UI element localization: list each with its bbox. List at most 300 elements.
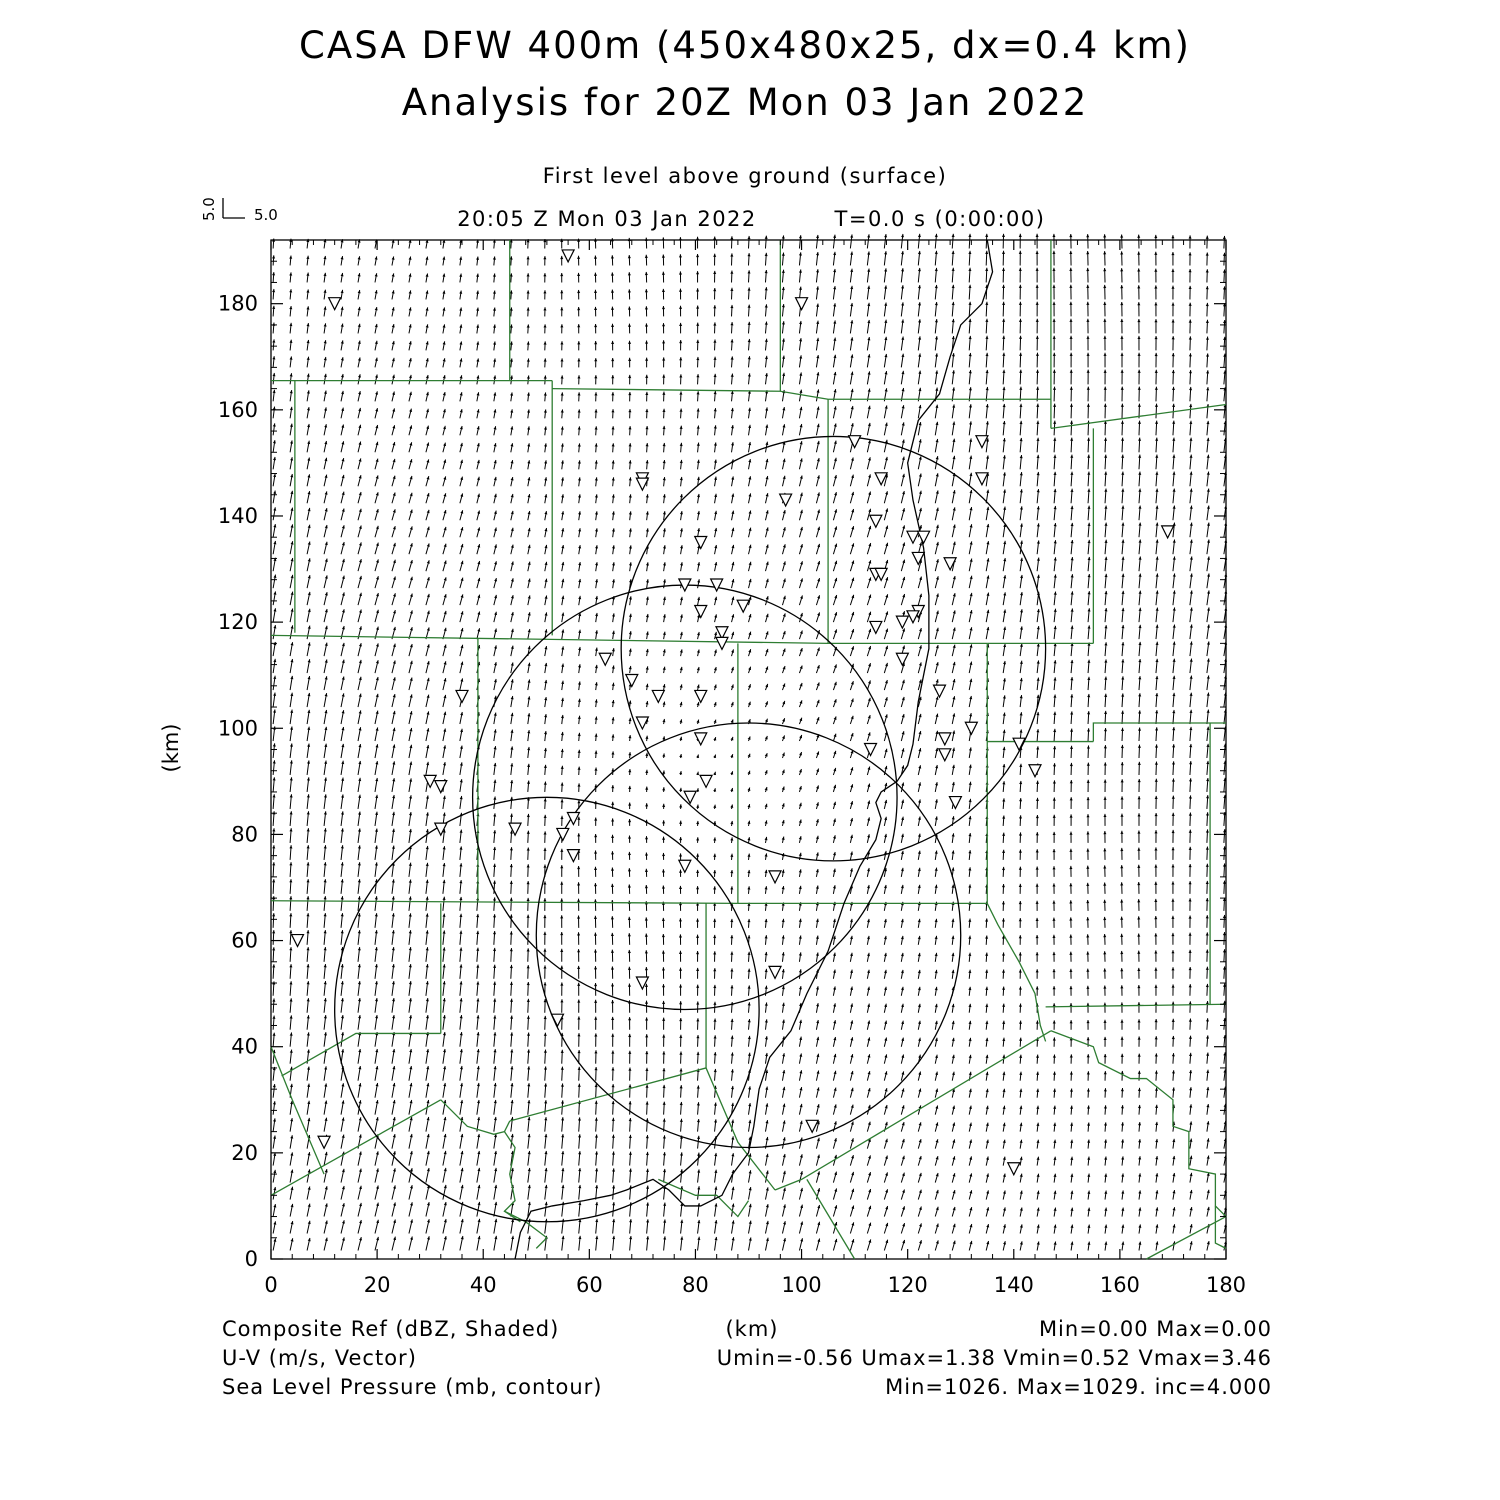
wind-vector-head <box>730 968 733 971</box>
wind-vector-head <box>851 646 854 649</box>
wind-vector-head <box>611 734 614 737</box>
wind-vector-head <box>611 392 614 395</box>
wind-vector-head <box>306 930 309 933</box>
wind-vector-head <box>493 256 496 259</box>
wind-vector-head <box>730 322 733 325</box>
wind-vector-head <box>646 1152 649 1155</box>
wind-vector-head <box>493 998 496 1001</box>
wind-vector-head <box>713 886 716 889</box>
wind-vector-head <box>730 886 733 889</box>
wind-vector-head <box>850 868 853 871</box>
wind-vector-head <box>680 1152 683 1155</box>
wind-vector-head <box>662 967 665 970</box>
wind-vector-head <box>713 935 716 938</box>
wind-vector-head <box>272 879 275 882</box>
wind-vector-head <box>595 1118 598 1121</box>
wind-vector-head <box>578 1151 581 1154</box>
wind-vector-head <box>662 323 665 326</box>
wind-vector-head <box>747 919 750 922</box>
wind-vector-head <box>561 1083 564 1086</box>
wind-vector-head <box>851 716 854 719</box>
wind-vector-head <box>799 853 802 856</box>
wind-vector-head <box>953 507 956 510</box>
wind-vector-head <box>577 256 580 259</box>
wind-vector-head <box>766 631 769 634</box>
wind-vector-head <box>561 1117 564 1120</box>
wind-vector-head <box>662 392 665 395</box>
wind-vector-head <box>289 930 292 933</box>
wind-vector-head <box>730 870 733 873</box>
wind-vector-head <box>543 865 546 868</box>
wind-vector-head <box>577 866 580 869</box>
wind-vector-head <box>679 1068 682 1071</box>
wind-vector-head <box>611 1034 614 1037</box>
wind-vector-head <box>528 612 531 615</box>
wind-vector-head <box>834 629 837 632</box>
wind-vector-head <box>629 1152 632 1155</box>
wind-vector-head <box>696 968 699 971</box>
wind-vector-head <box>510 948 513 951</box>
wind-vector-head <box>817 612 820 615</box>
wind-vector-head <box>577 324 580 327</box>
wind-vector-head <box>765 935 768 938</box>
wind-vector-head <box>612 1118 615 1121</box>
wind-vector-head <box>680 702 683 705</box>
wind-vector-head <box>459 931 462 934</box>
wind-vector-head <box>645 409 648 412</box>
wind-vector-head <box>817 578 820 581</box>
wind-vector-head <box>680 1102 683 1105</box>
wind-vector-head <box>461 1219 464 1222</box>
wind-vector-head <box>765 270 768 273</box>
wind-vector-head <box>696 1018 699 1021</box>
wind-vector-head <box>594 933 597 936</box>
wind-vector-head <box>544 815 547 818</box>
wind-vector-head <box>560 324 563 327</box>
wind-vector-head <box>594 392 597 395</box>
wind-vector-head <box>595 1185 598 1188</box>
wind-vector-head <box>595 1101 598 1104</box>
wind-vector-head <box>645 1001 648 1004</box>
wind-vector-head <box>629 1101 632 1104</box>
wind-vector-head <box>393 728 396 731</box>
wind-vector-head <box>510 864 513 867</box>
wind-vector-head <box>765 666 768 669</box>
wind-vector-head <box>476 948 479 951</box>
wind-vector-head <box>662 375 665 378</box>
wind-vector-head <box>731 339 734 342</box>
wind-vector-head <box>679 254 682 257</box>
wind-vector-head <box>611 307 614 310</box>
wind-vector-head <box>528 629 531 632</box>
wind-vector-head <box>612 443 615 446</box>
wind-vector-head <box>324 424 327 427</box>
wind-vector-head <box>765 649 768 652</box>
wind-vector-head <box>427 1151 430 1154</box>
wind-vector-head <box>594 1000 597 1003</box>
wind-vector-head <box>783 1120 786 1123</box>
wind-vector-head <box>868 595 871 598</box>
wind-vector-head <box>902 439 905 442</box>
wind-vector-head <box>816 768 819 771</box>
wind-vector-head <box>766 1204 769 1207</box>
wind-vector-head <box>628 358 631 361</box>
wind-vector-head <box>646 1202 649 1205</box>
wind-vector-head <box>594 916 597 919</box>
wind-vector-head <box>611 851 614 854</box>
wind-vector-head <box>713 288 716 291</box>
wind-vector-head <box>765 253 768 256</box>
wind-vector-head <box>527 1083 530 1086</box>
wind-vector-head <box>629 443 632 446</box>
wind-vector-head <box>289 964 292 967</box>
wind-vector-head <box>679 1018 682 1021</box>
wind-vector-head <box>629 1169 632 1172</box>
wind-vector-head <box>901 1004 904 1007</box>
wind-vector-head <box>477 409 480 412</box>
wind-vector-head <box>291 1221 294 1224</box>
wind-vector-head <box>594 767 597 770</box>
wind-vector-head <box>646 1236 649 1239</box>
wind-vector-head <box>289 913 292 916</box>
wind-vector-head <box>611 751 614 754</box>
wind-vector-head <box>679 374 682 377</box>
wind-vector-head <box>493 864 496 867</box>
wind-vector-head <box>696 1052 699 1055</box>
wind-vector-head <box>544 831 547 834</box>
map-plot-area <box>218 234 1246 1297</box>
wind-vector-head <box>578 1134 581 1137</box>
wind-vector-head <box>868 646 871 649</box>
wind-vector-head <box>714 1069 717 1072</box>
wind-vector-head <box>493 982 496 985</box>
title-line-1: CASA DFW 400m (450x480x25, dx=0.4 km) <box>299 24 1191 67</box>
wind-vector-head <box>443 358 446 361</box>
wind-vector-head <box>459 947 462 950</box>
wind-vector-head <box>696 305 699 308</box>
wind-vector-head <box>544 375 547 378</box>
wind-vector-head <box>595 426 598 429</box>
wind-vector-head <box>782 270 785 273</box>
wind-vector-head <box>272 964 275 967</box>
wind-vector-head <box>272 845 275 848</box>
wind-vector-head <box>611 835 614 838</box>
wind-vector-head <box>748 736 751 739</box>
wind-vector-head <box>611 950 614 953</box>
wind-vector-head <box>868 715 871 718</box>
wind-vector-head <box>577 392 580 395</box>
wind-vector-head <box>273 777 276 780</box>
wind-vector-head <box>324 896 327 899</box>
wind-vector-head <box>679 853 682 856</box>
wind-vector-head <box>611 983 614 986</box>
wind-vector-head <box>358 357 361 360</box>
wind-vector-head <box>800 648 803 651</box>
wind-vector-head <box>628 967 631 970</box>
wind-vector-head <box>544 798 547 801</box>
wind-vector-head <box>765 304 768 307</box>
wind-vector-head <box>628 984 631 987</box>
wind-vector-head <box>713 870 716 873</box>
wind-vector-head <box>510 982 513 985</box>
wind-vector-head <box>662 770 665 773</box>
wind-vector-head <box>611 818 614 821</box>
wind-vector-head <box>289 998 292 1001</box>
wind-vector-head <box>611 1017 614 1020</box>
wind-vector-head <box>628 802 631 805</box>
wind-vector-head <box>834 699 837 702</box>
wind-vector-head <box>696 340 699 343</box>
wind-vector-head <box>289 879 292 882</box>
wind-vector-head <box>560 816 563 819</box>
wind-vector-head <box>544 392 547 395</box>
wind-vector-head <box>289 272 292 275</box>
wind-vector-head <box>645 1034 648 1037</box>
wind-vector-head <box>697 408 700 411</box>
ref-vector-v-label: 5.0 <box>200 197 218 221</box>
wind-vector-head <box>544 1117 547 1120</box>
wind-vector-head <box>290 1015 293 1018</box>
wind-vector-head <box>748 667 751 670</box>
wind-vector-head <box>560 358 563 361</box>
wind-vector-head <box>578 1067 581 1070</box>
wind-vector-head <box>952 251 955 254</box>
wind-vector-head <box>510 1015 513 1018</box>
wind-vector-head <box>594 273 597 276</box>
wind-vector-head <box>800 631 803 634</box>
wind-vector-head <box>679 323 682 326</box>
wind-vector-head <box>696 985 699 988</box>
wind-vector-head <box>289 981 292 984</box>
wind-vector-head <box>527 290 530 293</box>
wind-vector-head <box>577 966 580 969</box>
wind-vector-head <box>748 719 751 722</box>
wind-vector-head <box>527 256 530 259</box>
wind-vector-head <box>527 881 530 884</box>
wind-vector-head <box>527 982 530 985</box>
wind-vector-head <box>679 719 682 722</box>
wind-vector-head <box>612 1151 615 1154</box>
wind-vector-head <box>527 1066 530 1069</box>
wind-vector-head <box>645 770 648 773</box>
wind-vector-head <box>611 272 614 275</box>
wind-vector-head <box>663 1169 666 1172</box>
wind-vector-head <box>747 886 750 889</box>
wind-vector-head <box>561 749 564 752</box>
wind-vector-head <box>884 987 887 990</box>
wind-vector-head <box>902 1206 905 1209</box>
wind-vector-head <box>628 1068 631 1071</box>
wind-vector-head <box>713 1019 716 1022</box>
wind-vector-head <box>612 1185 615 1188</box>
wind-vector-head <box>747 935 750 938</box>
wind-vector-head <box>645 341 648 344</box>
wind-vector-head <box>834 595 837 598</box>
wind-vector-head <box>594 1017 597 1020</box>
wind-vector-head <box>782 235 785 238</box>
wind-vector-head <box>611 785 614 788</box>
wind-vector-head <box>645 787 648 790</box>
wind-vector-head <box>731 719 734 722</box>
wind-vector-head <box>577 833 580 836</box>
level-label: First level above ground (surface) <box>542 164 948 188</box>
wind-vector-head <box>731 356 734 359</box>
wind-vector-head <box>697 1085 700 1088</box>
wind-vector-head <box>868 698 871 701</box>
wind-vector-head <box>799 1070 802 1073</box>
wind-vector-head <box>560 849 563 852</box>
wind-vector-head <box>544 765 547 768</box>
wind-vector-head <box>645 836 648 839</box>
wind-vector-head <box>867 987 870 990</box>
wind-vector-head <box>833 1003 836 1006</box>
wind-vector-head <box>680 632 683 635</box>
wind-vector-head <box>594 1033 597 1036</box>
wind-vector-head <box>713 1002 716 1005</box>
wind-vector-head <box>577 983 580 986</box>
wind-vector-head <box>748 684 751 687</box>
wind-vector-head <box>611 1067 614 1070</box>
wind-vector-head <box>748 287 751 290</box>
wind-vector-head <box>511 460 514 463</box>
wind-vector-head <box>714 545 717 548</box>
wind-vector-head <box>577 375 580 378</box>
wind-vector-head <box>543 324 546 327</box>
wind-vector-head <box>578 409 581 412</box>
wind-vector-head <box>696 1035 699 1038</box>
wind-vector-head <box>662 1034 665 1037</box>
wind-vector-head <box>730 754 733 757</box>
wind-vector-head <box>561 766 564 769</box>
wind-vector-head <box>527 931 530 934</box>
wind-vector-head <box>817 665 820 668</box>
wind-vector-head <box>713 254 716 257</box>
wind-vector-head <box>747 253 750 256</box>
wind-vector-head <box>527 864 530 867</box>
wind-vector-head <box>714 374 717 377</box>
wind-vector-head <box>783 631 786 634</box>
wind-vector-head <box>714 562 717 565</box>
wind-vector-head <box>325 659 328 662</box>
wind-vector-head <box>324 913 327 916</box>
wind-vector-head <box>679 804 682 807</box>
wind-vector-head <box>611 324 614 327</box>
wind-vector-head <box>646 460 649 463</box>
wind-vector-head <box>578 1050 581 1053</box>
wind-vector-head <box>493 965 496 968</box>
wind-vector-head <box>901 987 904 990</box>
wind-vector-head <box>594 834 597 837</box>
wind-vector-head <box>799 752 802 755</box>
wind-vector-head <box>663 1118 666 1121</box>
wind-vector-head <box>679 870 682 873</box>
wind-vector-head <box>782 253 785 256</box>
wind-vector-head <box>359 710 362 713</box>
wind-vector-head <box>952 285 955 288</box>
wind-vector-head <box>527 847 530 850</box>
wind-vector-head <box>834 664 837 667</box>
wind-vector-head <box>748 702 751 705</box>
wind-vector-head <box>696 886 699 889</box>
wind-vector-head <box>594 307 597 310</box>
wind-vector-head <box>645 852 648 855</box>
wind-vector-head <box>289 289 292 292</box>
wind-vector-head <box>628 255 631 258</box>
wind-vector-head <box>679 391 682 394</box>
wind-vector-head <box>595 734 598 737</box>
wind-vector-head <box>476 998 479 1001</box>
wind-vector-head <box>628 289 631 292</box>
wind-vector-head <box>527 273 530 276</box>
wind-vector-head <box>612 1219 615 1222</box>
wind-vector-head <box>560 999 563 1002</box>
wind-vector-head <box>290 811 293 814</box>
wind-vector-head <box>460 375 463 378</box>
wind-vector-head <box>850 987 853 990</box>
wind-vector-head <box>510 931 513 934</box>
wind-vector-head <box>476 931 479 934</box>
wind-vector-head <box>426 341 429 344</box>
wind-vector-head <box>594 818 597 821</box>
wind-vector-head <box>594 867 597 870</box>
wind-vector-head <box>662 357 665 360</box>
wind-vector-head <box>851 578 854 581</box>
wind-vector-head <box>730 854 733 857</box>
wind-vector-head <box>697 597 700 600</box>
wind-vector-head <box>375 341 378 344</box>
wind-vector-head <box>696 357 699 360</box>
wind-vector-head <box>730 737 733 740</box>
wind-vector-head <box>560 341 563 344</box>
wind-vector-head <box>713 919 716 922</box>
wind-vector-head <box>628 306 631 309</box>
wind-vector-head <box>611 290 614 293</box>
wind-vector-head <box>560 273 563 276</box>
wind-vector-head <box>628 1084 631 1087</box>
wind-vector-head <box>461 1236 464 1239</box>
wind-vector-head <box>747 771 750 774</box>
wind-vector-head <box>611 409 614 412</box>
wind-vector-head <box>679 289 682 292</box>
wind-vector-head <box>765 322 768 325</box>
wind-vector-head <box>577 273 580 276</box>
wind-vector-head <box>765 287 768 290</box>
wind-vector-head <box>765 770 768 773</box>
wind-vector-head <box>679 237 682 240</box>
wind-vector-head <box>968 884 971 887</box>
wind-vector-head <box>527 814 530 817</box>
wind-vector-head <box>645 885 648 888</box>
wind-vector-head <box>409 728 412 731</box>
wind-vector-head <box>645 238 648 241</box>
title-line-2: Analysis for 20Z Mon 03 Jan 2022 <box>401 81 1089 124</box>
wind-vector-head <box>851 681 854 684</box>
wind-vector-head <box>307 964 310 967</box>
wind-vector-head <box>833 734 836 737</box>
wind-vector-head <box>952 1072 955 1075</box>
wind-vector-head <box>885 1206 888 1209</box>
wind-vector-head <box>272 794 275 797</box>
wind-vector-head <box>646 443 649 446</box>
wind-vector-head <box>766 1187 769 1190</box>
wind-vector-head <box>662 869 665 872</box>
wind-vector-head <box>577 882 580 885</box>
wind-vector-head <box>885 1189 888 1192</box>
wind-vector-head <box>410 1134 413 1137</box>
wind-vector-head <box>952 319 955 322</box>
wind-vector-head <box>952 268 955 271</box>
wind-vector-head <box>645 392 648 395</box>
